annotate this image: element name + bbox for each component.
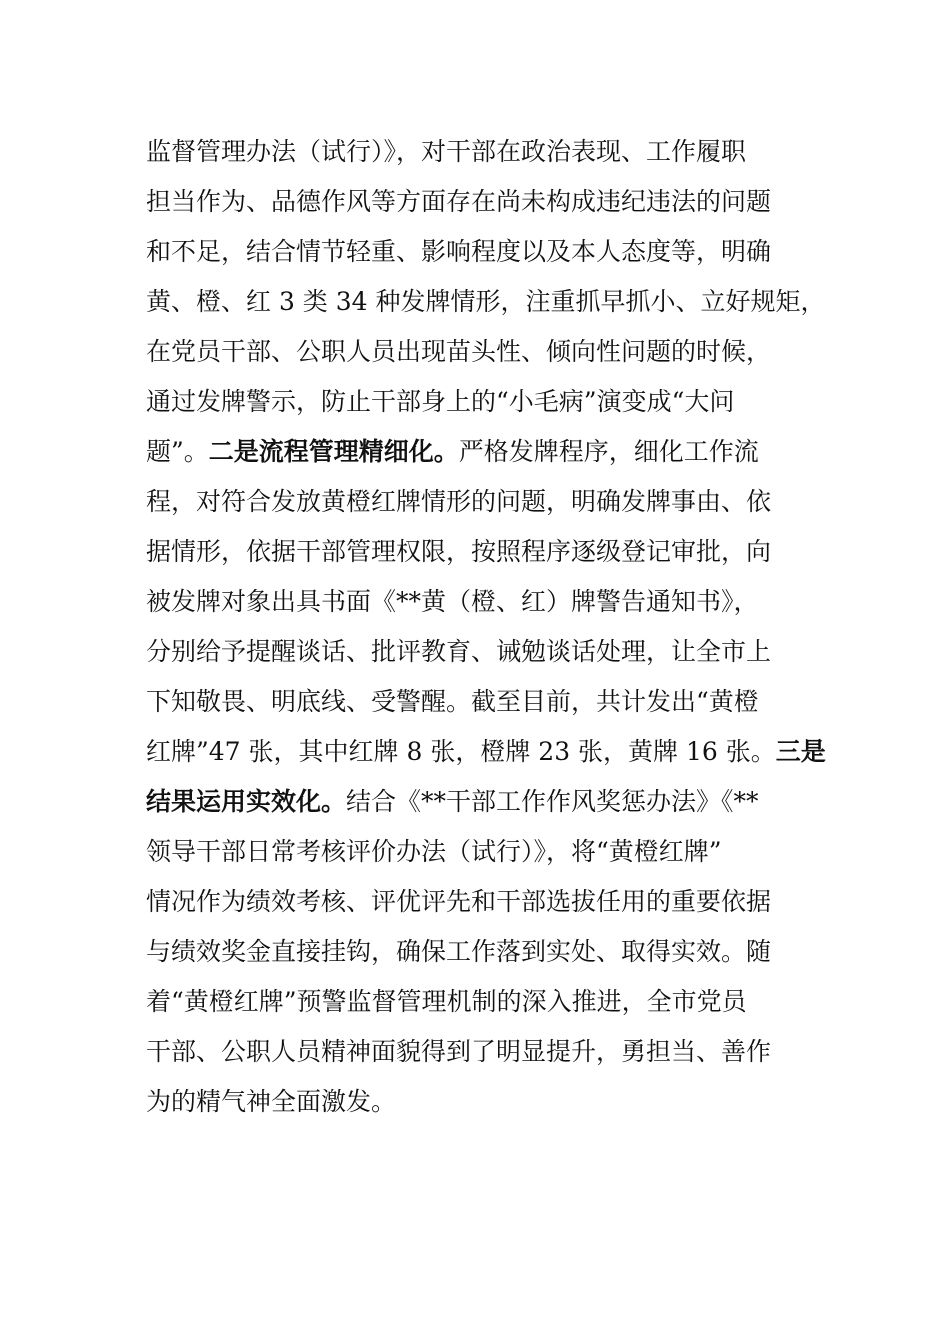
text-run: 为的精气神全面激发。 [146, 1087, 397, 1116]
text-line-8 [146, 486, 771, 518]
text-run: 黄、橙、红 3 类 34 种发牌情形，注重抓早抓小、立好规矩， [146, 287, 826, 316]
text-run: 担当作为、品德作风等方面存在尚未构成违纪违法的问题 [146, 187, 772, 216]
text-line-3 [146, 236, 771, 268]
text-run: 据情形，依据干部管理权限，按照程序逐级登记审批，向 [146, 537, 772, 566]
text-run: 程，对符合发放黄橙红牌情形的问题，明确发牌事由、依 [146, 487, 772, 516]
text-line-9 [146, 536, 771, 568]
text-line-16 [146, 886, 771, 918]
text-run: 情况作为绩效考核、评优评先和干部选拔任用的重要依据 [146, 887, 772, 916]
text-line-2 [146, 186, 771, 218]
bold-heading-run: 二是流程管理精细化。 [208, 437, 459, 466]
text-run: 被发牌对象出具书面《**黄（橙、红）牌警告通知书》， [146, 587, 759, 616]
text-line-12 [146, 686, 759, 718]
text-line-7 [146, 436, 759, 468]
text-line-18 [146, 986, 747, 1018]
text-line-15 [146, 836, 722, 868]
text-run: 与绩效奖金直接挂钩，确保工作落到实处、取得实效。随 [146, 937, 772, 966]
text-run: 在党员干部、公职人员出现苗头性、倾向性问题的时候， [146, 337, 772, 366]
text-line-14 [146, 786, 759, 818]
text-line-10 [146, 586, 759, 618]
text-run: 和不足，结合情节轻重、影响程度以及本人态度等，明确 [146, 237, 772, 266]
text-line-1 [146, 136, 746, 168]
text-run: 领导干部日常考核评价办法（试行）》，将“黄橙红牌” [146, 837, 722, 866]
text-line-13 [146, 736, 826, 768]
text-run: 红牌”47 张，其中红牌 8 张，橙牌 23 张，黄牌 16 张。 [146, 737, 776, 766]
text-run: 严格发牌程序，细化工作流 [458, 437, 759, 466]
text-line-4 [146, 286, 826, 318]
bold-heading-run: 三是 [775, 737, 826, 766]
text-run: 分别给予提醒谈话、批评教育、诫勉谈话处理，让全市上 [146, 637, 772, 666]
bold-heading-run: 结果运用实效化。 [146, 787, 347, 816]
text-run: 题”。 [146, 437, 209, 466]
text-line-20 [146, 1086, 396, 1118]
text-run: 着“黄橙红牌”预警监督管理机制的深入推进，全市党员 [146, 987, 747, 1016]
text-line-5 [146, 336, 771, 368]
text-run: 干部、公职人员精神面貌得到了明显提升，勇担当、善作 [146, 1037, 772, 1066]
text-line-6 [146, 386, 734, 418]
text-line-17 [146, 936, 771, 968]
text-line-19 [146, 1036, 771, 1068]
text-line-11 [146, 636, 771, 668]
text-run: 通过发牌警示，防止干部身上的“小毛病”演变成“大问 [146, 387, 735, 416]
text-run: 下知敬畏、明底线、受警醒。截至目前，共计发出“黄橙 [146, 687, 759, 716]
text-run: 监督管理办法（试行）》，对干部在政治表现、工作履职 [146, 137, 747, 166]
text-run: 结合《**干部工作作风奖惩办法》《** [346, 787, 759, 816]
